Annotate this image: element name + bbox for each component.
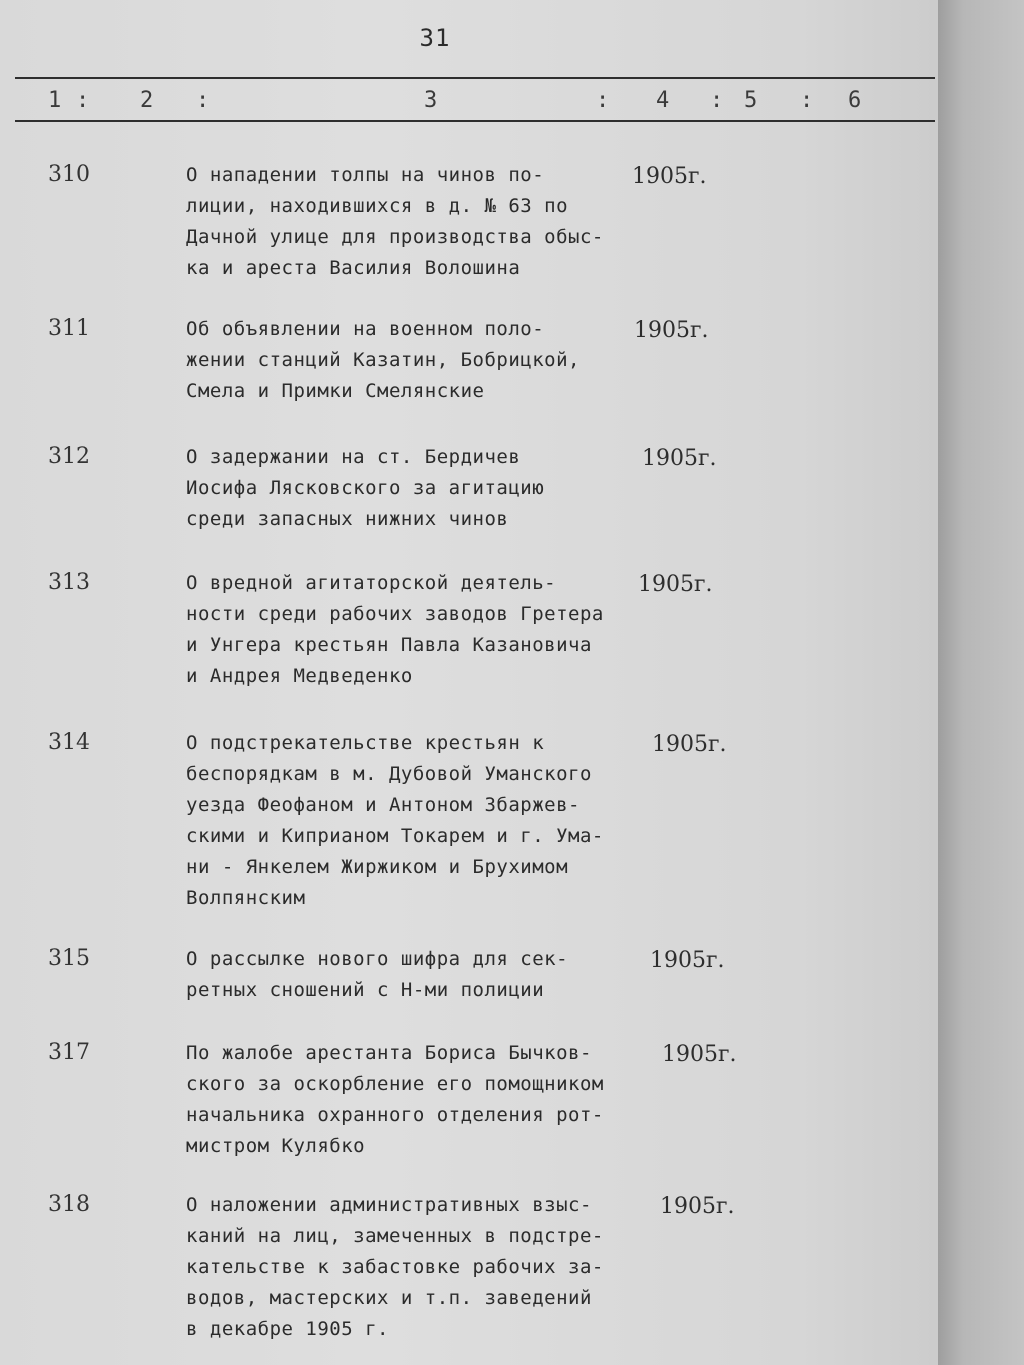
entry-number: 318 bbox=[48, 1192, 90, 1217]
column-header-separator: : bbox=[710, 88, 724, 113]
column-header-6: 6 bbox=[848, 88, 862, 113]
entry-title: О задержании на ст. Бердичев Иосифа Лясковского за агитацию среди запасных нижних чинов bbox=[186, 446, 545, 530]
header-bottom-rule bbox=[15, 120, 935, 122]
entry-title: О вредной агитаторской деятель- ности среди рабочих заводов Гретера и Унгера крестьян Павла Казановича и Андрея Медведенко bbox=[186, 572, 604, 687]
column-header-5: 5 bbox=[744, 88, 758, 113]
page-number: 31 bbox=[419, 24, 451, 52]
column-header-separator: : bbox=[800, 88, 814, 113]
entry-title: О нападении толпы на чинов по- лиции, находившихся в д. № 63 по Дачной улице для производства обыс- ка и ареста Василия Волошина bbox=[186, 164, 604, 279]
column-header-separator: : bbox=[196, 88, 210, 113]
entry-title: По жалобе арестанта Бориса Бычков- ского за оскорбление его помощником начальника охранного отделения рот- мистром Кулябко bbox=[186, 1042, 604, 1157]
entry-title: О подстрекательстве крестьян к беспорядкам в м. Дубовой Уманского уезда Феофаном и Антоном Збаржев- скими и Киприаном Токарем и г. Ума- ни - Янкелем Жиржиком и Брухимом Волпянским bbox=[186, 732, 604, 909]
entry-year: 1905г. bbox=[632, 164, 707, 189]
entry-number: 314 bbox=[48, 730, 90, 755]
column-header-separator: : bbox=[76, 88, 90, 113]
entry-year: 1905г. bbox=[662, 1042, 737, 1067]
entry-year: 1905г. bbox=[652, 732, 727, 757]
entry-number: 311 bbox=[48, 316, 90, 341]
entry-title: О наложении административных взыс- каний на лиц, замеченных в подстре- кательстве к забастовке рабочих за- водов, мастерских и т.п. заведений в декабре 1905 г. bbox=[186, 1194, 604, 1340]
column-header-3: 3 bbox=[424, 88, 438, 113]
column-header-4: 4 bbox=[656, 88, 670, 113]
column-header-1: 1 bbox=[48, 88, 62, 113]
header-top-rule bbox=[15, 77, 935, 79]
entry-title: О рассылке нового шифра для сек- ретных сношений с Н-ми полиции bbox=[186, 948, 569, 1001]
scanner-background bbox=[938, 0, 1024, 1365]
entry-year: 1905г. bbox=[642, 446, 717, 471]
entry-number: 312 bbox=[48, 444, 90, 469]
entry-year: 1905г. bbox=[650, 948, 725, 973]
column-header-separator: : bbox=[596, 88, 610, 113]
entry-year: 1905г. bbox=[660, 1194, 735, 1219]
entry-title: Об объявлении на военном поло- жении станций Казатин, Бобрицкой, Смела и Примки Смелянские bbox=[186, 318, 580, 402]
entry-year: 1905г. bbox=[634, 318, 709, 343]
entry-number: 317 bbox=[48, 1040, 90, 1065]
entry-number: 315 bbox=[48, 946, 90, 971]
column-header-2: 2 bbox=[140, 88, 154, 113]
entry-number: 310 bbox=[48, 162, 90, 187]
entry-year: 1905г. bbox=[638, 572, 713, 597]
entry-number: 313 bbox=[48, 570, 90, 595]
